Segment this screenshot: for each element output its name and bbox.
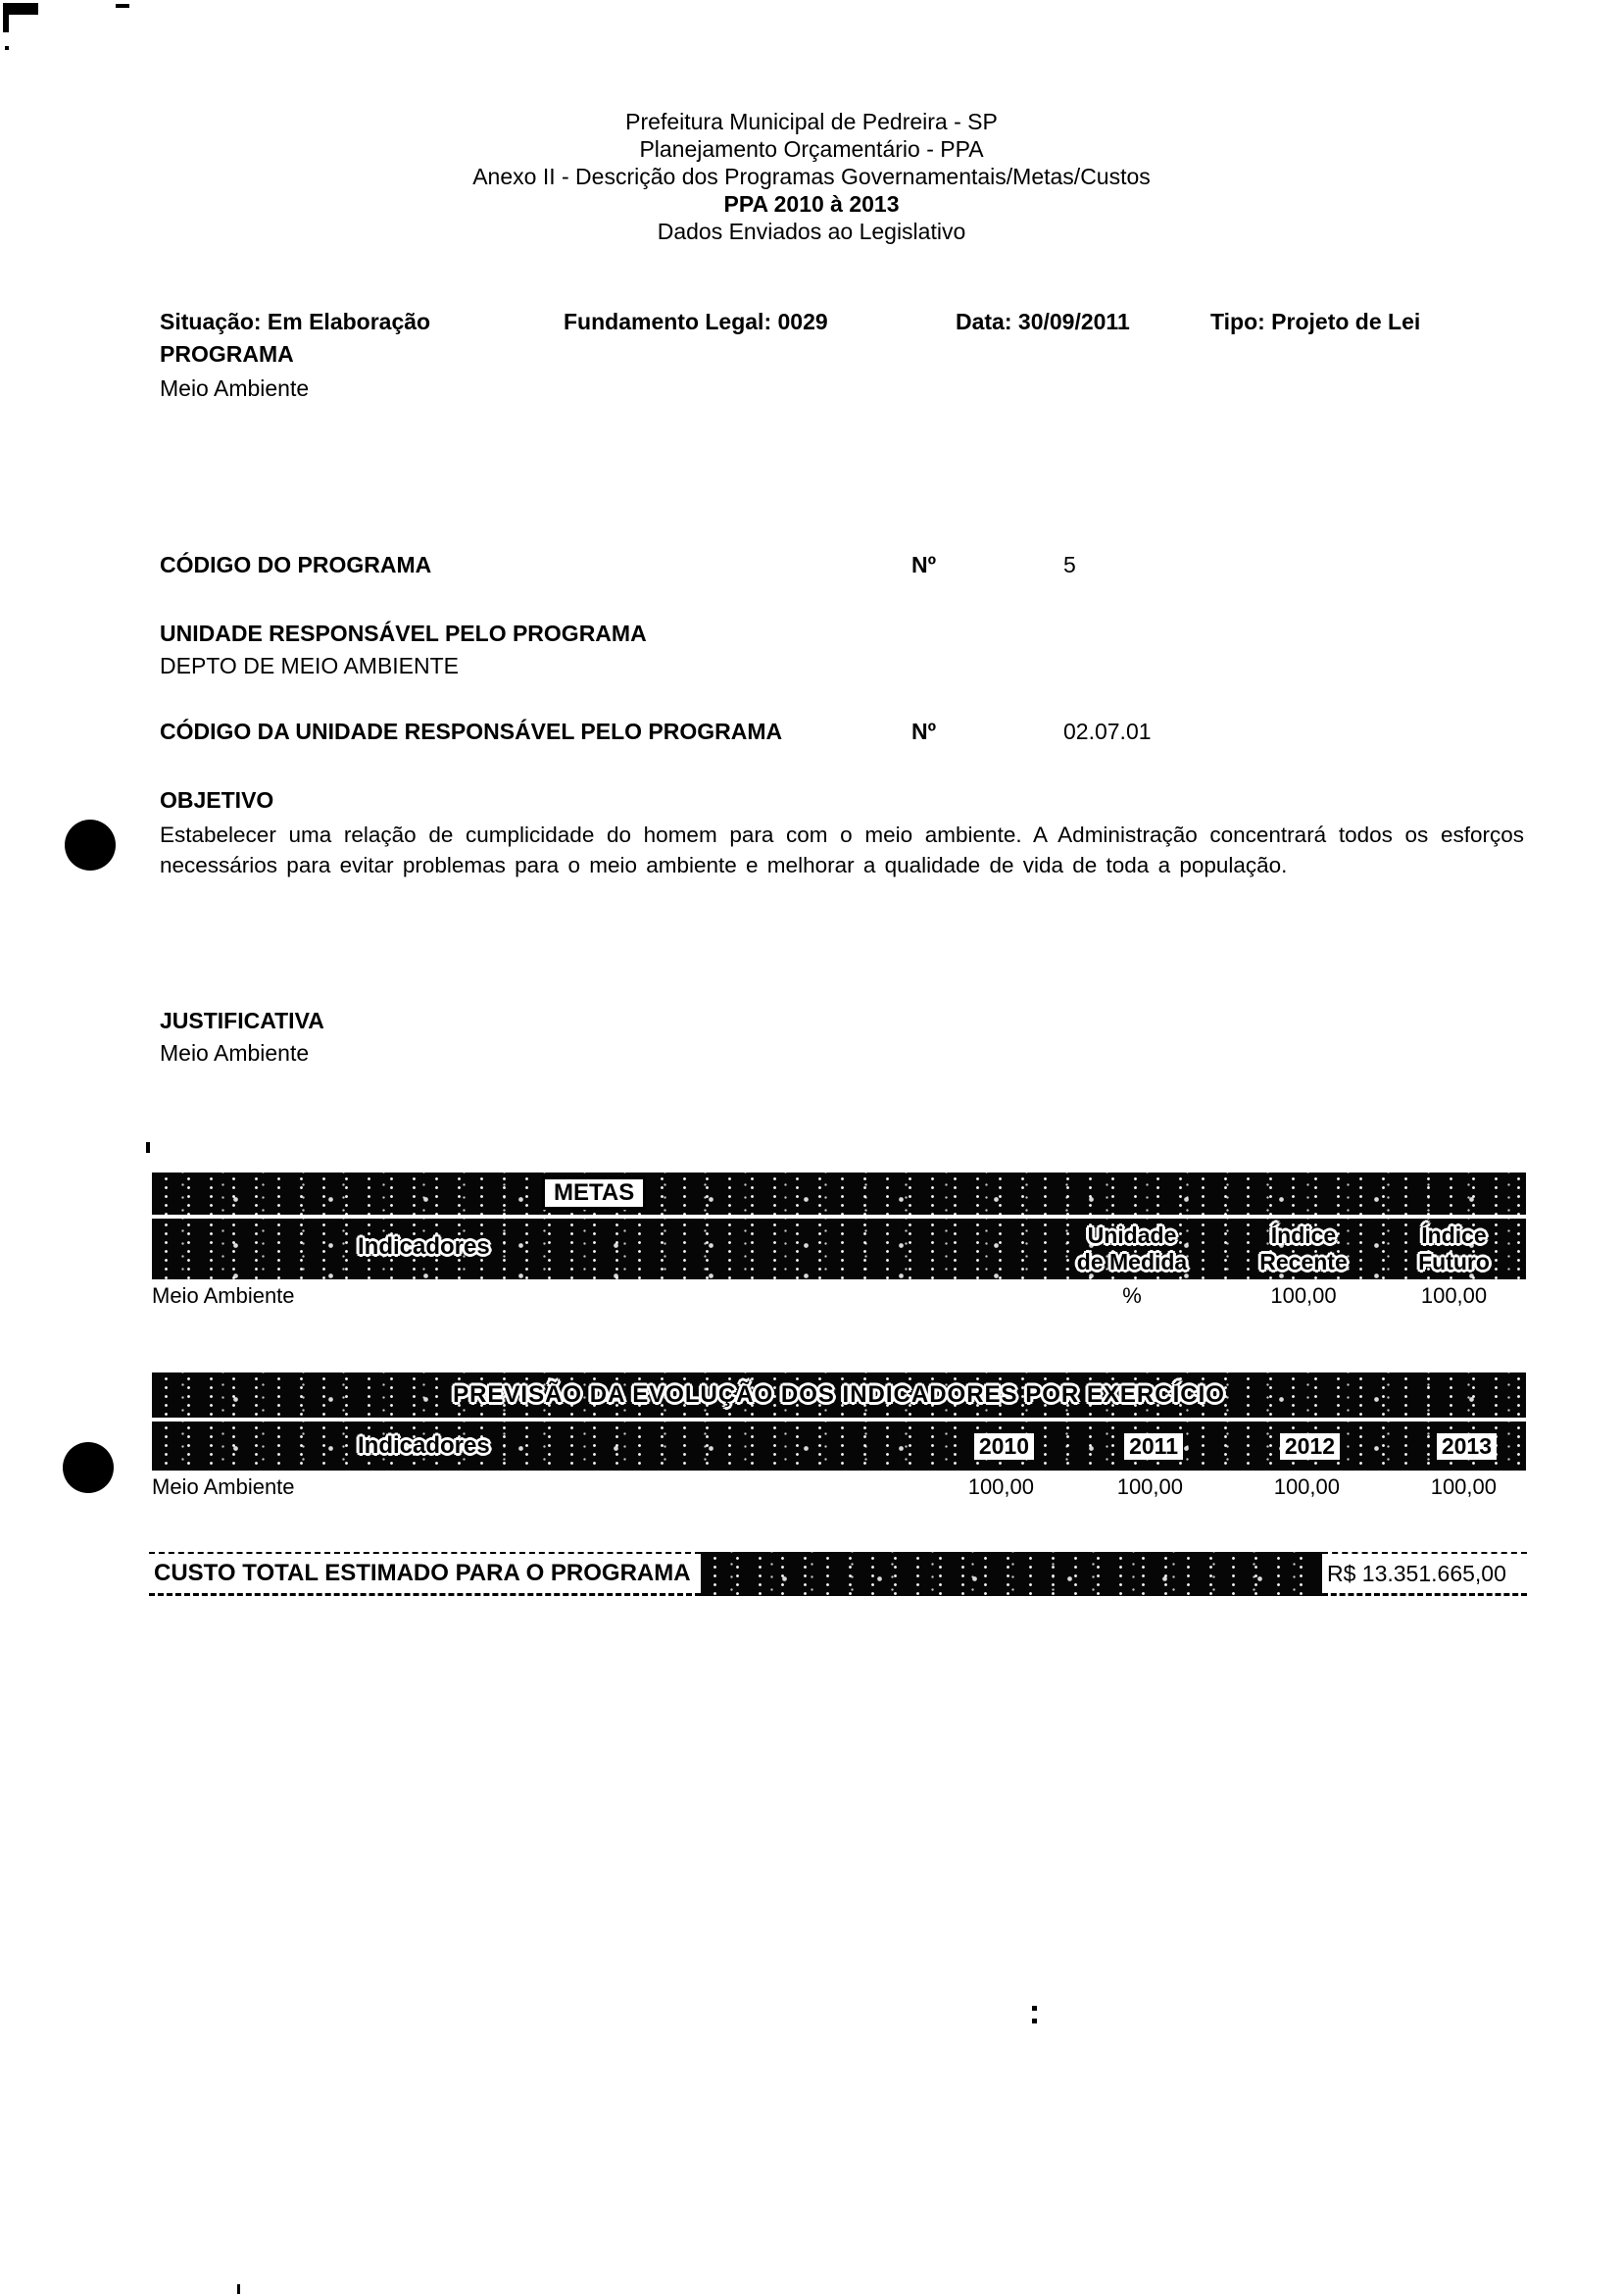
metas-col-recente-line1: Índice <box>1270 1223 1337 1248</box>
unidade-responsavel-value: DEPTO DE MEIO AMBIENTE <box>160 653 460 678</box>
previsao-col-2010 <box>916 1433 1063 1460</box>
scan-artifact-ink-blot <box>5 46 9 50</box>
metas-row-indicador: Meio Ambiente <box>152 1283 295 1308</box>
codigo-unidade-label: CÓDIGO DA UNIDADE RESPONSÁVEL PELO PROGRAMA <box>160 719 783 744</box>
metas-row-recente: 100,00 <box>1270 1283 1337 1308</box>
scan-artifact-ink-blot <box>116 4 129 8</box>
metas-table <box>152 1173 1526 1313</box>
previsao-year-2010: 2010 <box>974 1433 1034 1460</box>
metas-col-recente-line2: Recente <box>1259 1249 1348 1274</box>
previsao-col-2012 <box>1212 1433 1369 1460</box>
previsao-year-2013: 2013 <box>1437 1433 1497 1460</box>
codigo-programa-num-label: Nº <box>911 552 937 577</box>
scan-artifact-tick <box>237 2284 240 2294</box>
metas-row-futuro: 100,00 <box>1420 1283 1488 1308</box>
previsao-table <box>152 1373 1526 1504</box>
objetivo-label: OBJETIVO <box>160 787 274 813</box>
previsao-title-band <box>152 1373 1526 1418</box>
programa-label: PROGRAMA <box>160 341 294 367</box>
metas-col-unidade <box>1039 1223 1225 1275</box>
data-field: Data: 30/09/2011 <box>956 309 1130 334</box>
previsao-header-band <box>152 1422 1526 1471</box>
codigo-unidade-num-label: Nº <box>911 719 937 744</box>
header-ppa-range: PPA 2010 à 2013 <box>723 191 900 217</box>
previsao-col-2013 <box>1369 1433 1526 1460</box>
custo-total-row <box>149 1552 1527 1596</box>
tipo-field: Tipo: Projeto de Lei <box>1210 309 1421 334</box>
justificativa-label: JUSTIFICATIVA <box>160 1008 324 1033</box>
header-entity: Prefeitura Municipal de Pedreira - SP <box>625 109 998 134</box>
previsao-row-2013: 100,00 <box>1430 1474 1497 1499</box>
metas-col-unidade-line2: de Medida <box>1076 1249 1188 1274</box>
previsao-data-row <box>152 1471 1526 1504</box>
previsao-row-2011: 100,00 <box>1116 1474 1183 1499</box>
unidade-responsavel-label: UNIDADE RESPONSÁVEL PELO PROGRAMA <box>160 621 647 646</box>
previsao-title: PREVISÃO DA EVOLUÇÃO DOS INDICADORES POR EXERCÍCIO <box>453 1381 1225 1408</box>
metas-title-band <box>152 1173 1526 1215</box>
custo-total-value: R$ 13.351.665,00 <box>1322 1552 1527 1596</box>
programa-nome: Meio Ambiente <box>160 375 310 401</box>
metas-title: METAS <box>542 1176 646 1210</box>
scan-artifact-colon <box>1032 2019 1037 2023</box>
codigo-unidade-value: 02.07.01 <box>1063 719 1152 744</box>
fundamento-legal-field: Fundamento Legal: 0029 <box>564 309 828 334</box>
scan-artifact-colon <box>1032 2006 1037 2011</box>
scan-artifact-ink-blot <box>3 3 9 32</box>
previsao-col-indicadores-wrap <box>152 1432 916 1460</box>
custo-total-label: CUSTO TOTAL ESTIMADO PARA O PROGRAMA <box>149 1552 701 1596</box>
header-subtitle: Planejamento Orçamentário - PPA <box>639 136 984 162</box>
custo-total-band <box>701 1552 1322 1596</box>
previsao-col-indicadores: Indicadores <box>358 1432 490 1459</box>
metas-col-unidade-line1: Unidade <box>1087 1223 1177 1248</box>
objetivo-text: Estabelecer uma relação de cumplicidade do homem para com o meio ambiente. A Administração concentrará todos os esforços necessários para evitar problemas para o meio ambiente e melhorar a qualidade de vida de toda a população. <box>160 823 1524 877</box>
metas-row-unidade: % <box>1122 1283 1142 1308</box>
header-annex: Anexo II - Descrição dos Programas Governamentais/Metas/Custos <box>472 164 1151 189</box>
header-legislative-note: Dados Enviados ao Legislativo <box>657 219 966 244</box>
metas-col-futuro <box>1382 1223 1526 1275</box>
scan-artifact-apostrophe <box>146 1142 150 1153</box>
punch-hole-top <box>65 820 116 871</box>
justificativa-text: Meio Ambiente <box>160 1040 310 1066</box>
document-header <box>98 108 1525 245</box>
situacao-field: Situação: Em Elaboração <box>160 309 431 334</box>
codigo-programa-label: CÓDIGO DO PROGRAMA <box>160 552 432 577</box>
previsao-row-2012: 100,00 <box>1273 1474 1340 1499</box>
metas-col-indicadores: Indicadores <box>358 1233 490 1260</box>
previsao-col-2011 <box>1063 1433 1212 1460</box>
metas-header-band <box>152 1219 1526 1279</box>
previsao-row-indicador: Meio Ambiente <box>152 1474 295 1499</box>
codigo-programa-value: 5 <box>1063 552 1076 577</box>
metas-col-futuro-line1: Índice <box>1421 1223 1487 1248</box>
metas-col-futuro-line2: Futuro <box>1418 1249 1490 1274</box>
previsao-row-2010: 100,00 <box>967 1474 1034 1499</box>
punch-hole-bottom <box>63 1442 114 1493</box>
metas-col-recente <box>1225 1223 1382 1275</box>
metas-data-row <box>152 1279 1526 1313</box>
previsao-year-2011: 2011 <box>1124 1433 1183 1460</box>
previsao-year-2012: 2012 <box>1280 1433 1340 1460</box>
